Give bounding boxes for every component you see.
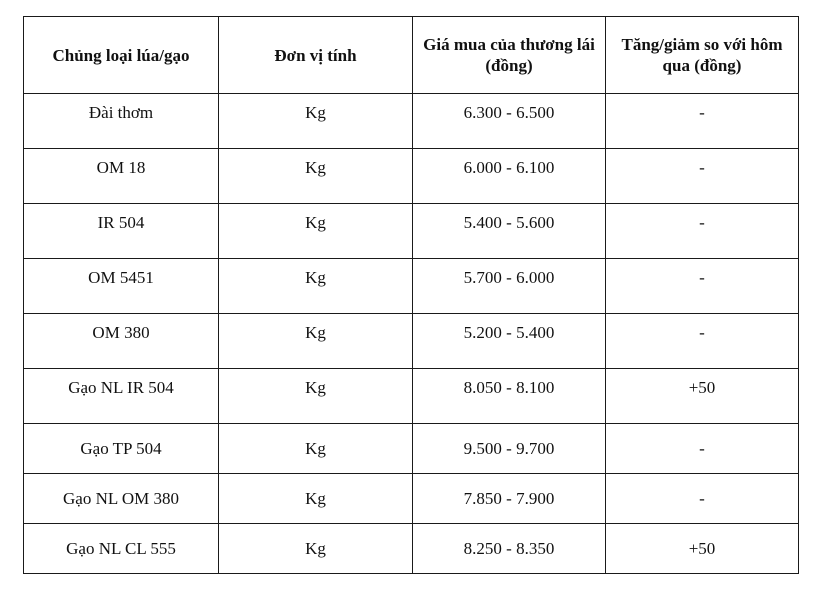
table-row [24, 204, 799, 259]
header-unit: Đơn vị tính [219, 17, 413, 94]
table-row [24, 149, 799, 204]
cell-price: 8.250 - 8.350 [413, 524, 606, 574]
cell-unit: Kg [219, 314, 413, 369]
rice-price-table [23, 16, 799, 574]
cell-unit: Kg [219, 369, 413, 424]
table-row [24, 314, 799, 369]
table-row [24, 94, 799, 149]
cell-price: 5.200 - 5.400 [413, 314, 606, 369]
header-trader-price: Giá mua của thương lái (đồng) [413, 17, 606, 94]
cell-price: 5.400 - 5.600 [413, 204, 606, 259]
cell-rice-type: Đài thơm [24, 94, 219, 149]
table-row [24, 369, 799, 424]
cell-change: - [606, 259, 799, 314]
cell-unit: Kg [219, 94, 413, 149]
cell-price: 9.500 - 9.700 [413, 424, 606, 474]
cell-unit: Kg [219, 524, 413, 574]
cell-rice-type: OM 18 [24, 149, 219, 204]
cell-change: - [606, 474, 799, 524]
cell-rice-type: IR 504 [24, 204, 219, 259]
table-row [24, 259, 799, 314]
cell-rice-type: Gạo NL IR 504 [24, 369, 219, 424]
cell-change: +50 [606, 369, 799, 424]
cell-price: 5.700 - 6.000 [413, 259, 606, 314]
cell-change: - [606, 314, 799, 369]
header-rice-type: Chủng loại lúa/gạo [24, 17, 219, 94]
cell-rice-type: Gạo NL OM 380 [24, 474, 219, 524]
table-row [24, 524, 799, 574]
cell-price: 8.050 - 8.100 [413, 369, 606, 424]
cell-change: - [606, 204, 799, 259]
cell-change: +50 [606, 524, 799, 574]
cell-unit: Kg [219, 259, 413, 314]
table-row [24, 424, 799, 474]
cell-price: 6.000 - 6.100 [413, 149, 606, 204]
cell-price: 7.850 - 7.900 [413, 474, 606, 524]
cell-unit: Kg [219, 424, 413, 474]
table-row [24, 474, 799, 524]
cell-unit: Kg [219, 204, 413, 259]
cell-unit: Kg [219, 149, 413, 204]
cell-change: - [606, 149, 799, 204]
cell-unit: Kg [219, 474, 413, 524]
cell-change: - [606, 94, 799, 149]
cell-rice-type: Gạo NL CL 555 [24, 524, 219, 574]
cell-rice-type: OM 5451 [24, 259, 219, 314]
table-header-row [24, 17, 799, 94]
cell-rice-type: Gạo TP 504 [24, 424, 219, 474]
cell-rice-type: OM 380 [24, 314, 219, 369]
cell-price: 6.300 - 6.500 [413, 94, 606, 149]
header-change: Tăng/giảm so với hôm qua (đồng) [606, 17, 799, 94]
cell-change: - [606, 424, 799, 474]
